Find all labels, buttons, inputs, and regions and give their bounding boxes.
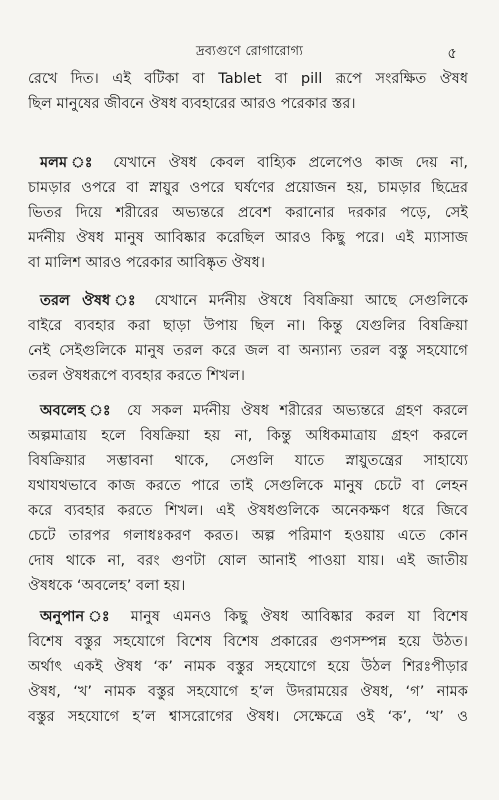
paragraph-term: মলম ঃ [40, 154, 101, 171]
text-line [28, 150, 468, 175]
text-line [28, 604, 468, 629]
text-line: যথাযথভাবে কাজ করতে পারে তাই সেগুলিকে মানুষ চেটে বা লেহন [28, 477, 468, 494]
text-line [28, 288, 468, 313]
paragraph-term: অবলেহ ঃ [40, 402, 117, 419]
text-line: বস্তুর সহযোগে হ’ল শ্বাসরোগের ঔষধ। সেক্ষেত্রে ওই ‘ক’, ‘খ’ ও [28, 708, 468, 725]
text-line: ঔষধকে ‘অবলেহ’ বলা হয়। [28, 577, 186, 594]
text-line: অর্থাৎ একই ঔষধ ‘ক’ নামক বস্তুর সহযোগে হয়ে উঠল শিরঃপীড়ার [28, 658, 468, 675]
page-number: ৫ [447, 44, 457, 62]
text-line: করে ব্যবহার করতে শিখল। এই ঔষধগুলিকে অনেকক্ষণ ধরে জিবে [28, 502, 468, 519]
text-line: বাইরে ব্যবহার করা ছাড়া উপায় ছিল না। কিন্তু যেগুলির বিষক্রিয়া [28, 317, 468, 334]
paragraph-term: অনুপান ঃ [40, 608, 118, 625]
text-line: চামড়ার ওপরে বা স্নায়ুর ওপরে ঘর্ষণের প্রয়োজন হয়, চামড়ার ছিদ্রের [28, 179, 468, 196]
text-line: দোষ থাকে না, বরং গুণটা ষোল আনাই পাওয়া যায়। এই জাতীয় [28, 552, 468, 569]
text-line: ঔষধ, ‘খ’ নামক বস্তুর সহযোগে হ’ল উদরাময়ের ঔষধ, ‘গ’ নামক [28, 683, 468, 700]
text-line-body: যেখানে ঔষধ কেবল বাহ্যিক প্রলেপেও কাজ দেয় না, [113, 154, 468, 171]
text-line: মর্দনীয় ঔষধ মানুষ আবিষ্কার করেছিল আরও কিছু পরে। এই ম্যাসাজ [28, 229, 468, 246]
text-line [28, 398, 468, 423]
running-header [0, 42, 499, 66]
paragraph-anupan [28, 604, 468, 729]
paragraph-continuation [28, 66, 468, 116]
paragraph-term: তরল ঔষধ ঃ [40, 292, 143, 309]
text-line: চেটে তারপর গলাধঃকরণ করত। অল্প পরিমাণ হওয়ায় এতে কোন [28, 527, 468, 544]
paragraph-malam [28, 150, 468, 275]
paragraph-abaleh [28, 398, 468, 598]
paragraph-taral-aushadh [28, 288, 468, 388]
text-line: বিষক্রিয়ার সম্ভাবনা থাকে, সেগুলি যাতে স্নায়ুতন্ত্রের সাহায্যে [28, 452, 468, 469]
text-line: ছিল মানুষের জীবনে ঔষধ ব্যবহারের আরও পরেকার স্তর। [28, 95, 356, 112]
text-line: বা মালিশ আরও পরেকার আবিষ্কৃত ঔষধ। [28, 254, 266, 271]
text-line-body: যে সকল মর্দনীয় ঔষধ শরীরের অভ্যন্তরে গ্রহণ করলে [127, 402, 468, 419]
text-line: অল্পমাত্রায় হলে বিষক্রিয়া হয় না, কিন্তু অধিকমাত্রায় গ্রহণ করলে [28, 427, 468, 444]
text-line: তরল ঔষধরূপে ব্যবহার করতে শিখল। [28, 367, 245, 384]
text-line-body: মানুষ এমনও কিছু ঔষধ আবিষ্কার করল যা বিশেষ [130, 608, 468, 625]
text-line: নেই সেইগুলিকে মানুষ তরল করে জল বা অন্যান্য তরল বস্তু সহযোগে [28, 342, 468, 359]
text-line-body: যেখানে মর্দনীয় ঔষধে বিষক্রিয়া আছে সেগুলিকে [154, 292, 468, 309]
text-line: বিশেষ বস্তুর সহযোগে বিশেষ বিশেষ প্রকারের গুণসম্পন্ন হয়ে উঠত। [28, 633, 468, 650]
text-line: রেখে দিত। এই বটিকা বা Tablet বা pill রূপে সংরক্ষিত ঔষধ [28, 70, 468, 87]
running-title: দ্রব্যগুণে রোগারোগ্য [195, 44, 304, 59]
text-line: ভিতর দিয়ে শরীরের অভ্যন্তরে প্রবেশ করানোর দরকার পড়ে, সেই [28, 204, 468, 221]
